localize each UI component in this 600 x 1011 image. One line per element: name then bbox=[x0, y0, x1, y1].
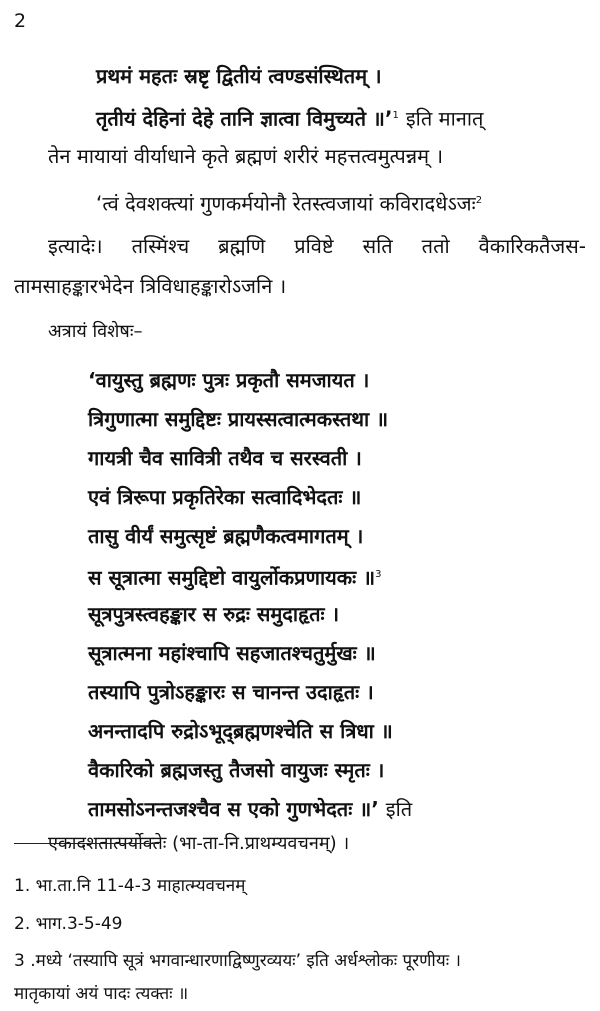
verse-line-4: एवं त्रिरूपा प्रकृतिरेका सत्वादिभेदतः ॥ bbox=[88, 485, 362, 509]
verse-line-11: वैकारिको ब्रह्मजस्तु तैजसो वायुजः स्मृतः । bbox=[88, 758, 385, 782]
verse-line-7: सूत्रपुत्रस्त्वहङ्कार स रुद्रः समुदाहृतः । bbox=[88, 602, 340, 626]
quote-line bbox=[96, 187, 482, 218]
intro-verse-line-2 bbox=[96, 102, 483, 133]
footnote-rule bbox=[14, 843, 159, 844]
page-number: 2 bbox=[14, 10, 27, 32]
footnote-3-continuation: मातृकायां अयं पादः त्यक्तः ॥ bbox=[14, 984, 189, 1004]
verse-line-3: गायत्री चैव सावित्री तथैव च सरस्वती । bbox=[88, 446, 362, 470]
footnote-mark-1: 1 bbox=[392, 110, 399, 121]
verse-line-8: सूत्रात्मना महांश्चापि सहजातश्चतुर्मुखः ॥ bbox=[88, 641, 376, 665]
verse-line-9: तस्यापि पुत्रोऽहङ्कारः स चानन्त उदाहृतः । bbox=[88, 680, 374, 704]
prose-line-3: तामसाहङ्कारभेदेन त्रिविधाहङ्कारोऽजनि । bbox=[14, 274, 287, 298]
prose-line-1: तेन मायायां वीर्याधाने कृते ब्रह्मणं शरीरं महत्तत्वमुत्पन्नम् । bbox=[48, 144, 444, 168]
closing-word: इति bbox=[385, 797, 413, 821]
verse-line-10: अनन्तादपि रुद्रोऽभूद्ब्रह्मणश्चेति स त्रिधा ॥ bbox=[88, 719, 393, 743]
footnote-mark-3: 3 bbox=[375, 569, 382, 580]
verse-line-6 bbox=[88, 561, 381, 592]
section-heading: अत्रायं विशेषः– bbox=[48, 321, 143, 342]
footnote-mark-2: 2 bbox=[475, 195, 483, 206]
quote-line-text: ‘त्वं देवशक्त्यां गुणकर्मयोनौ रेतस्त्वजायां कविरादधेऽजः bbox=[96, 191, 476, 216]
footnote-2: 2. भाग.3-5-49 bbox=[14, 914, 123, 934]
prose-line-2: इत्यादेः। तस्मिंश्च ब्रह्मणि प्रविष्टे सति ततो वैकारिकतैजस- bbox=[48, 234, 586, 258]
verse-line-5: तासु वीर्यं समुत्सृष्टं ब्रह्मणैकत्वमागतम् । bbox=[88, 524, 364, 548]
intro-verse-line-2-text: तृतीयं देहिनां देहे तानि ज्ञात्वा विमुच्यते ॥’ bbox=[96, 106, 393, 131]
closing-prose: एकादशतात्पर्योक्तेः (भा-ता-नि.प्राथम्यवचनम्) । bbox=[48, 833, 350, 854]
intro-verse-tail-text: इति मानात् bbox=[405, 106, 484, 131]
footnote-1: 1. भा.ता.नि 11-4-3 माहात्म्यवचनम् bbox=[14, 876, 246, 896]
intro-verse-line-1: प्रथमं महतः स्रष्टृ द्वितीयं त्वण्डसंस्थितम् । bbox=[96, 64, 382, 88]
verse-line-12 bbox=[88, 795, 412, 823]
verse-line-12-text: तामसोऽनन्तजश्चैव स एको गुणभेदतः ॥’ bbox=[88, 797, 379, 821]
footnote-3: 3 .मध्ये ‘तस्यापि सूत्रं भगवान्धारणाद्विष्णुरव्ययः’ इति अर्धश्लोकः पूरणीयः । bbox=[14, 951, 461, 971]
verse-line-1: ‘वायुस्तु ब्रह्मणः पुत्रः प्रकृतौ समजायत । bbox=[88, 368, 370, 392]
verse-line-2: त्रिगुणात्मा समुद्दिष्टः प्रायस्सत्वात्मकस्तथा ॥ bbox=[88, 407, 389, 431]
verse-line-6-text: स सूत्रात्मा समुद्दिष्टो वायुर्लोकप्रणायकः ॥ bbox=[88, 565, 376, 590]
